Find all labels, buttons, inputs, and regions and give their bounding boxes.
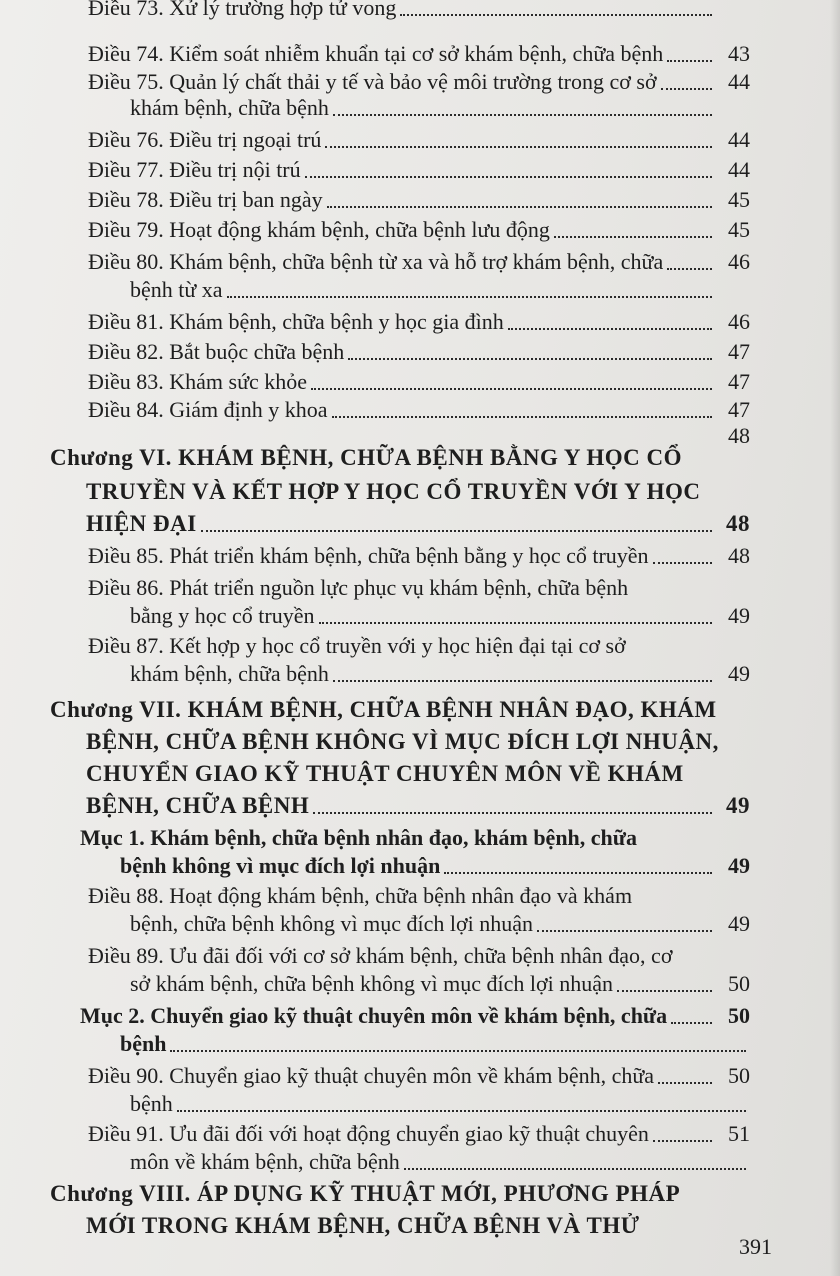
section-title: Mục 2. Chuyển giao kỹ thuật chuyên môn về khám bệnh, chữa <box>80 1003 668 1028</box>
entry-page: 48 <box>728 423 750 448</box>
entry-page: 44 <box>728 69 750 94</box>
chapter-title: BỆNH, CHỮA BỆNH <box>86 793 310 818</box>
entry-page: 49 <box>728 911 750 936</box>
section-title: bệnh không vì mục đích lợi nhuận <box>120 853 441 878</box>
entry-page: 50 <box>728 1003 750 1028</box>
toc-entry-dieu-85 <box>88 542 750 570</box>
toc-entry-dieu-88 <box>88 882 750 910</box>
entry-page: 43 <box>728 41 750 66</box>
dot-leader <box>333 114 712 116</box>
dot-leader <box>311 388 712 390</box>
page-number: 391 <box>739 1234 772 1259</box>
dot-leader <box>332 416 712 418</box>
toc-entry-dieu-89 <box>88 942 750 970</box>
toc-entry-dieu-86 <box>88 574 750 602</box>
dot-leader <box>227 296 712 298</box>
dot-leader <box>653 1140 712 1142</box>
dot-leader <box>348 358 712 360</box>
entry-text: Điều 76. Điều trị ngoại trú <box>88 127 322 152</box>
dot-leader <box>305 176 712 178</box>
entry-page: 45 <box>728 187 750 212</box>
entry-text: bệnh, chữa bệnh không vì mục đích lợi nhuận <box>130 911 533 936</box>
entry-text: bệnh <box>130 1091 173 1116</box>
entry-page: 45 <box>728 217 750 242</box>
dot-leader <box>617 990 712 992</box>
dot-leader <box>313 812 712 814</box>
entry-text: khám bệnh, chữa bệnh <box>130 95 329 120</box>
toc-section-muc-1-cont <box>120 852 750 880</box>
toc-entry-dieu-82 <box>88 338 750 366</box>
entry-text: Điều 88. Hoạt động khám bệnh, chữa bệnh nhân đạo và khám <box>88 883 633 908</box>
dot-leader <box>537 930 712 932</box>
entry-page: 49 <box>728 661 750 686</box>
entry-text: Điều 81. Khám bệnh, chữa bệnh y học gia đình <box>88 309 504 334</box>
section-title: bệnh <box>120 1031 167 1056</box>
dot-leader <box>671 1022 712 1024</box>
entry-page: 47 <box>728 339 750 364</box>
toc-entry-dieu-90-cont <box>130 1090 750 1118</box>
entry-text: Điều 84. Giám định y khoa <box>88 397 328 422</box>
toc-chapter-vi-line-1 <box>50 444 750 472</box>
entry-page: 44 <box>728 127 750 152</box>
toc-chapter-vii-line-2 <box>86 728 750 756</box>
chapter-title: CHUYỂN GIAO KỸ THUẬT CHUYÊN MÔN VỀ KHÁM <box>86 761 684 786</box>
entry-page: 50 <box>728 1063 750 1088</box>
entry-text: Điều 78. Điều trị ban ngày <box>88 187 323 212</box>
chapter-title: Chương VI. KHÁM BỆNH, CHỮA BỆNH BẰNG Y HỌC CỔ <box>50 445 682 470</box>
dot-leader <box>170 1050 746 1052</box>
entry-text: bằng y học cổ truyền <box>130 603 315 628</box>
chapter-title: HIỆN ĐẠI <box>86 511 197 536</box>
dot-leader <box>201 530 712 532</box>
entry-text: Điều 77. Điều trị nội trú <box>88 157 301 182</box>
toc-entry-dieu-81 <box>88 308 750 336</box>
toc-entry-dieu-91-cont <box>130 1148 750 1176</box>
entry-page: 49 <box>728 603 750 628</box>
toc-entry-dieu-76 <box>88 126 750 154</box>
toc-entry-dieu-80-cont <box>130 276 750 304</box>
entry-text: Điều 90. Chuyển giao kỹ thuật chuyên môn về khám bệnh, chữa <box>88 1063 655 1088</box>
dot-leader <box>333 680 712 682</box>
dot-leader <box>444 872 712 874</box>
entry-text: sở khám bệnh, chữa bệnh không vì mục đích lợi nhuận <box>130 971 614 996</box>
entry-text: Điều 83. Khám sức khỏe <box>88 369 308 394</box>
entry-page: 46 <box>728 309 750 334</box>
dot-leader <box>658 1082 712 1084</box>
entry-page: 49 <box>726 793 750 818</box>
chapter-title: MỚI TRONG KHÁM BỆNH, CHỮA BỆNH VÀ THỬ <box>86 1213 640 1238</box>
toc-entry-dieu-84 <box>88 396 750 424</box>
dot-leader <box>400 14 712 16</box>
toc-section-muc-2 <box>80 1002 750 1030</box>
toc-entry-dieu-91 <box>88 1120 750 1148</box>
dot-leader <box>404 1168 746 1170</box>
dot-leader <box>177 1110 746 1112</box>
dot-leader <box>327 206 712 208</box>
toc-entry-dieu-88-cont <box>130 910 750 938</box>
chapter-title: TRUYỀN VÀ KẾT HỢP Y HỌC CỔ TRUYỀN VỚI Y HỌC <box>86 479 701 504</box>
toc-chapter-vi-line-3 <box>86 510 750 538</box>
toc-chapter-vii-line-3 <box>86 760 750 788</box>
toc-chapter-vi-line-2 <box>86 478 750 506</box>
entry-text: Điều 79. Hoạt động khám bệnh, chữa bệnh lưu động <box>88 217 550 242</box>
toc-section-muc-2-cont <box>120 1030 750 1058</box>
toc-entry-dieu-89-cont <box>130 970 750 998</box>
chapter-title: Chương VII. KHÁM BỆNH, CHỮA BỆNH NHÂN ĐẠO, KHÁM <box>50 697 717 722</box>
dot-leader <box>667 60 712 62</box>
chapter-title: Chương VIII. ÁP DỤNG KỸ THUẬT MỚI, PHƯƠNG PHÁP <box>50 1181 681 1206</box>
toc-entry-dieu-79 <box>88 216 750 244</box>
entry-page: 51 <box>728 1121 750 1146</box>
dot-leader <box>325 146 712 148</box>
entry-text: Điều 74. Kiểm soát nhiễm khuẩn tại cơ sở khám bệnh, chữa bệnh <box>88 41 664 66</box>
entry-text: Điều 80. Khám bệnh, chữa bệnh từ xa và hỗ trợ khám bệnh, chữa <box>88 249 664 274</box>
toc-entry-dieu-77 <box>88 156 750 184</box>
toc-entry-dieu-87-cont <box>130 660 750 688</box>
entry-text: Điều 85. Phát triển khám bệnh, chữa bệnh bằng y học cổ truyền <box>88 543 649 568</box>
entry-page: 49 <box>728 853 750 878</box>
toc-entry-dieu-73 <box>88 0 750 22</box>
entry-page: 44 <box>728 157 750 182</box>
entry-text: bệnh từ xa <box>130 277 223 302</box>
toc-chapter-viii-line-2 <box>86 1212 750 1240</box>
toc-entry-dieu-74 <box>88 40 750 68</box>
toc-entry-dieu-86-cont <box>130 602 750 630</box>
entry-page: 48 <box>728 543 750 568</box>
page-edge-shadow <box>830 0 840 1276</box>
toc-chapter-vii-line-4 <box>86 792 750 820</box>
chapter-title: BỆNH, CHỮA BỆNH KHÔNG VÌ MỤC ĐÍCH LỢI NHUẬN, <box>86 729 719 754</box>
entry-text: môn về khám bệnh, chữa bệnh <box>130 1149 400 1174</box>
entry-text: Điều 87. Kết hợp y học cổ truyền với y học hiện đại tại cơ sở <box>88 633 626 658</box>
dot-leader <box>653 562 712 564</box>
toc-entry-dieu-80 <box>88 248 750 276</box>
dot-leader <box>661 88 712 90</box>
toc-entry-dieu-87 <box>88 632 750 660</box>
entry-page: 47 <box>728 397 750 422</box>
section-title: Mục 1. Khám bệnh, chữa bệnh nhân đạo, khám bệnh, chữa <box>80 825 637 850</box>
toc-chapter-vii-line-1 <box>50 696 750 724</box>
toc-entry-dieu-75 <box>88 68 750 96</box>
entry-text: Điều 75. Quản lý chất thải y tế và bảo vệ môi trường trong cơ sở <box>88 69 657 94</box>
dot-leader <box>667 268 712 270</box>
entry-page: 50 <box>728 971 750 996</box>
entry-page: 46 <box>728 249 750 274</box>
toc-entry-dieu-78 <box>88 186 750 214</box>
toc-chapter-viii-line-1 <box>50 1180 750 1208</box>
entry-page: 48 <box>726 511 750 536</box>
dot-leader <box>319 622 713 624</box>
dot-leader <box>508 328 712 330</box>
entry-text: Điều 86. Phát triển nguồn lực phục vụ khám bệnh, chữa bệnh <box>88 575 629 600</box>
toc-entry-dieu-83 <box>88 368 750 396</box>
entry-page: 47 <box>728 369 750 394</box>
toc-entry-dieu-75-cont <box>130 94 750 122</box>
entry-text: Điều 73. Xử lý trường hợp tử vong <box>88 0 397 20</box>
entry-text: Điều 91. Ưu đãi đối với hoạt động chuyển giao kỹ thuật chuyên <box>88 1121 649 1146</box>
entry-text: Điều 89. Ưu đãi đối với cơ sở khám bệnh, chữa bệnh nhân đạo, cơ <box>88 943 673 968</box>
toc-entry-dieu-90 <box>88 1062 750 1090</box>
entry-text: khám bệnh, chữa bệnh <box>130 661 329 686</box>
entry-text: Điều 82. Bắt buộc chữa bệnh <box>88 339 345 364</box>
toc-section-muc-1 <box>80 824 750 852</box>
dot-leader <box>554 236 712 238</box>
